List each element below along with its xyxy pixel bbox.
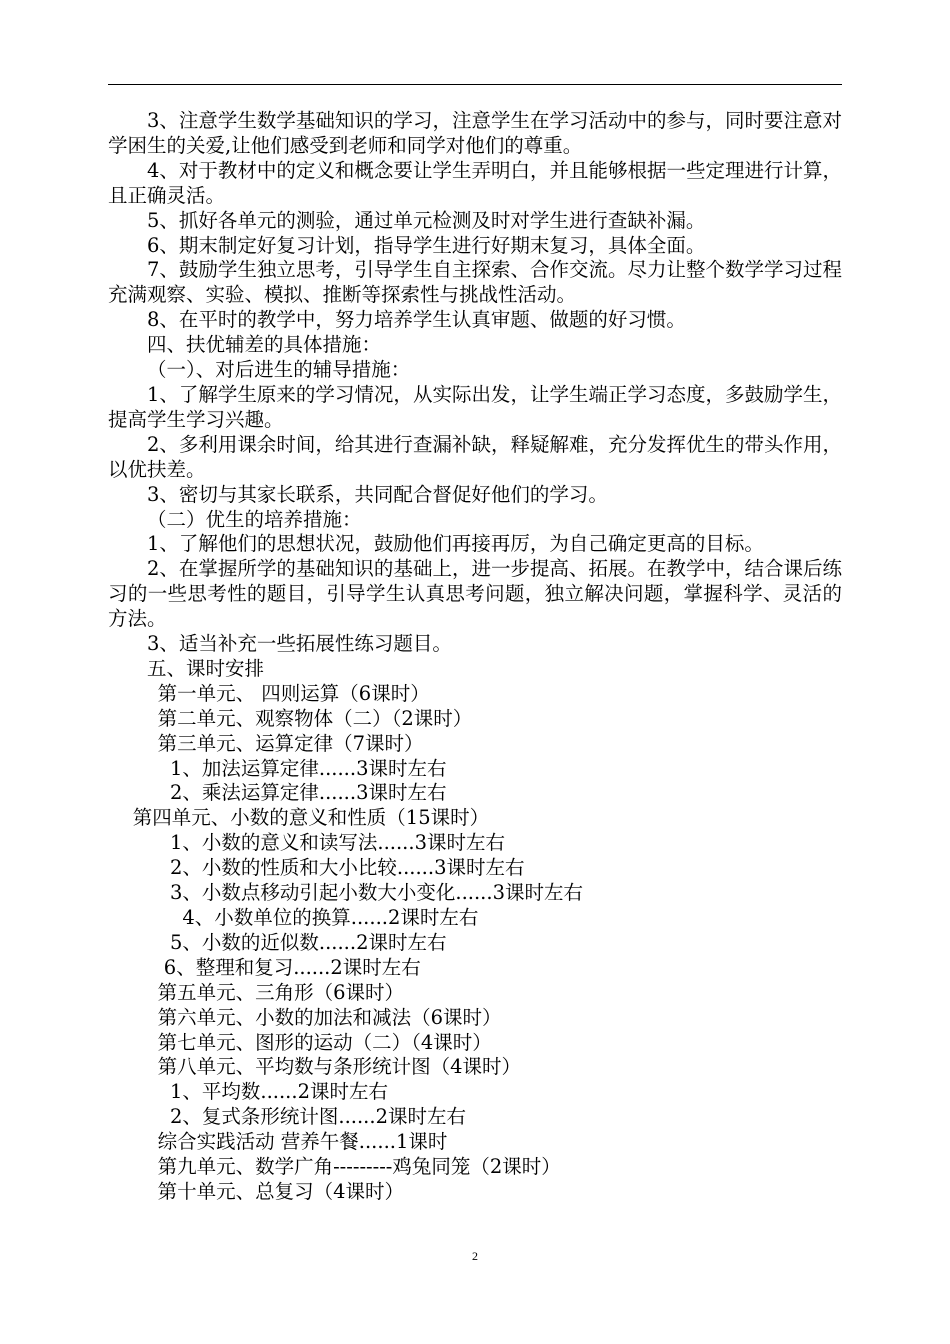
paragraph: 7、鼓励学生独立思考，引导学生自主探索、合作交流。尽力让整个数学学习过程充满观察、实验、模拟、推断等探索性与挑战性活动。 — [108, 258, 842, 307]
schedule-line: 2、小数的性质和大小比较......3课时左右 — [108, 856, 525, 880]
schedule-line: 1、平均数......2课时左右 — [108, 1080, 388, 1104]
schedule-line: 2、乘法运算定律......3课时左右 — [108, 781, 447, 805]
paragraph: 3、密切与其家长联系，共同配合督促好他们的学习。 — [147, 482, 608, 506]
schedule-line: 第六单元、小数的加法和减法（6课时） — [108, 1005, 502, 1029]
schedule-line: 6、整理和复习......2课时左右 — [108, 955, 421, 979]
page-number: 2 — [472, 1249, 478, 1263]
schedule-line: 第八单元、平均数与条形统计图（4课时） — [108, 1055, 521, 1079]
schedule-line: 第十单元、总复习（4课时） — [108, 1179, 404, 1203]
paragraph: 3、适当补充一些拓展性练习题目。 — [147, 632, 452, 656]
paragraph: 5、抓好各单元的测验，通过单元检测及时对学生进行查缺补漏。 — [147, 208, 706, 232]
schedule-line: 第七单元、图形的运动（二）（4课时） — [108, 1030, 492, 1054]
paragraph: 4、对于教材中的定义和概念要让学生弄明白，并且能够根据一些定理进行计算，且正确灵活。 — [108, 158, 842, 207]
subsection-heading: （一）、对后进生的辅导措施： — [147, 358, 411, 382]
header-rule — [108, 84, 842, 85]
section-heading: 五、课时安排 — [147, 656, 265, 680]
paragraph: 2、多利用课余时间，给其进行查漏补缺，释疑解难，充分发挥优生的带头作用，以优扶差。 — [108, 432, 842, 481]
schedule-line: 第二单元、观察物体（二）（2课时） — [108, 706, 473, 730]
schedule-line: 综合实践活动 营养午餐......1课时 — [108, 1130, 448, 1154]
paragraph: 3、注意学生数学基础知识的学习，注意学生在学习活动中的参与，同时要注意对学困生的关爱,让他们感受到老师和同学对他们的尊重。 — [108, 109, 842, 157]
schedule-line: 4、小数单位的换算......2课时左右 — [108, 906, 479, 929]
paragraph: 8、在平时的教学中，努力培养学生认真审题、做题的好习惯。 — [147, 308, 686, 332]
schedule-line: 第一单元、 四则运算（6课时） — [108, 681, 430, 705]
document-body — [108, 109, 842, 1205]
schedule-line: 3、小数点移动引起小数大小变化......3课时左右 — [108, 881, 583, 905]
schedule-line: 第三单元、运算定律（7课时） — [108, 731, 424, 755]
schedule-line: 1、加法运算定律......3课时左右 — [108, 756, 447, 780]
schedule-line: 第五单元、三角形（6课时） — [108, 980, 404, 1004]
paragraph: 2、在掌握所学的基础知识的基础上，进一步提高、拓展。在教学中，结合课后练习的一些思考性的题目，引导学生认真思考问题，独立解决问题，掌握科学、灵活的方法。 — [108, 557, 842, 631]
schedule-line: 5、小数的近似数......2课时左右 — [108, 930, 447, 954]
schedule-line: 1、小数的意义和读写法......3课时左右 — [108, 831, 505, 855]
paragraph: 1、了解学生原来的学习情况，从实际出发，让学生端正学习态度，多鼓励学生，提高学生学习兴趣。 — [108, 382, 842, 431]
schedule-line: 2、复式条形统计图......2课时左右 — [108, 1105, 466, 1129]
schedule-line: 第九单元、数学广角---------鸡兔同笼（2课时） — [108, 1155, 561, 1179]
paragraph: 1、了解他们的思想状况，鼓励他们再接再厉，为自己确定更高的目标。 — [147, 532, 764, 556]
schedule-line: 第四单元、小数的意义和性质（15课时） — [108, 806, 490, 830]
section-heading: 四、扶优辅差的具体措施： — [147, 333, 382, 357]
subsection-heading: （二）优生的培养措施： — [147, 507, 362, 531]
paragraph: 6、期末制定好复习计划，指导学生进行好期末复习，具体全面。 — [147, 233, 706, 257]
